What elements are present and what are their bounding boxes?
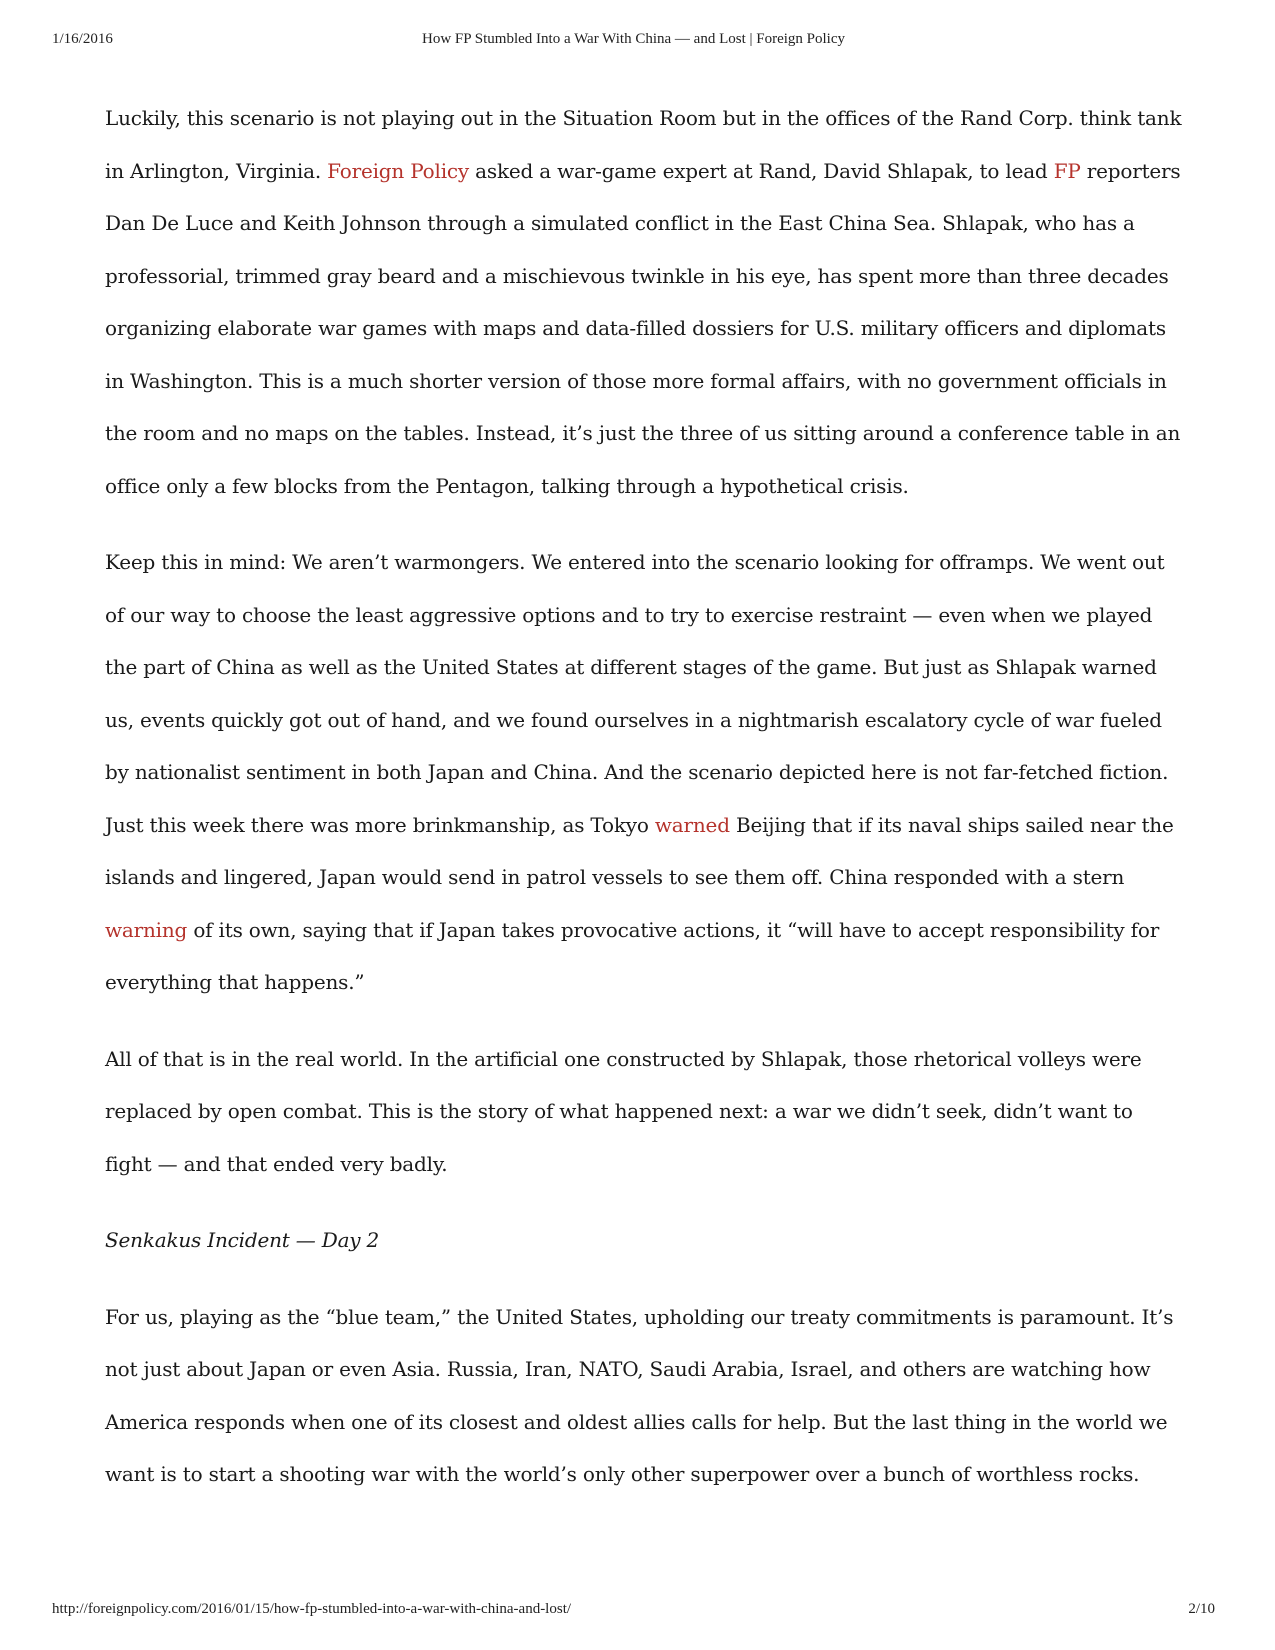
paragraph-1 xyxy=(105,92,1185,512)
fp-link[interactable]: FP xyxy=(1053,158,1081,183)
paragraph-2 xyxy=(105,536,1185,1009)
print-header xyxy=(52,31,1215,51)
paragraph-4: For us, playing as the “blue team,” the United States, upholding our treaty commitments is paramount. It’s not just about Japan or even Asia. Russia, Iran, NATO, Saudi Arabia, Israel, and others are watching how America responds when one of its closest and oldest allies calls for help. But the last thing in the world we want is to start a shooting war with the world’s only other superpower over a bunch of worthless rocks. xyxy=(105,1304,1174,1486)
paragraph-1-text-b: asked a war-game expert at Rand, David Shlapak, to lead xyxy=(469,158,1054,183)
warned-link[interactable]: warned xyxy=(654,812,730,837)
page-url: http://foreignpolicy.com/2016/01/15/how-fp-stumbled-into-a-war-with-china-and-lost/ xyxy=(52,1601,572,1617)
paragraph-1-text-a: Luckily, this scenario is not playing out in the Situation Room but in the offices of the Rand Corp. think tank in Arlington, Virginia. xyxy=(105,106,1182,183)
paragraph-3: All of that is in the real world. In the artificial one constructed by Shlapak, those rhetorical volleys were replaced by open combat. This is the story of what happened next: a war we didn’t seek, didn’t want to fight — and that ended very badly. xyxy=(105,1046,1142,1176)
page-number: 2/10 xyxy=(1188,1601,1215,1617)
print-date: 1/16/2016 xyxy=(52,31,113,47)
print-footer xyxy=(52,1601,1215,1621)
page-title: How FP Stumbled Into a War With China — and Lost | Foreign Policy xyxy=(422,31,845,47)
paragraph-1-text-c: reporters Dan De Luce and Keith Johnson through a simulated conflict in the East China Sea. Shlapak, who has a professorial, trimmed gray beard and a mischievous twinkle in his eye, has spent more than three decades organizing elaborate war games with maps and data-filled dossiers for U.S. military officers and diplomats in Washington. This is a much shorter version of those more formal affairs, with no government officials in the room and no maps on the tables. Instead, it’s just the three of us sitting around a conference table in an office only a few blocks from the Pentagon, talking through a hypothetical crisis. xyxy=(105,158,1181,498)
article-body xyxy=(105,92,1185,1525)
foreign-policy-link[interactable]: Foreign Policy xyxy=(327,158,469,183)
paragraph-2-text-b: Beijing that if its naval ships sailed near the islands and lingered, Japan would send in patrol vessels to see them off. China responded with a stern xyxy=(105,812,1174,889)
paragraph-2-text-a: Keep this in mind: We aren’t warmongers. We entered into the scenario looking for offramps. We went out of our way to choose the least aggressive options and to try to exercise restraint — even when we played the part of China as well as the United States at different stages of the game. But just as Shlapak warned us, events quickly got out of hand, and we found ourselves in a nightmarish escalatory cycle of war fueled by nationalist sentiment in both Japan and China. And the scenario depicted here is not far-fetched fiction. Just this week there was more brinkmanship, as Tokyo xyxy=(105,550,1169,837)
warning-link[interactable]: warning xyxy=(105,917,188,942)
paragraph-2-text-c: of its own, saying that if Japan takes provocative actions, it “will have to accept responsibility for everything that happens.” xyxy=(105,917,1160,994)
section-subhead: Senkakus Incident — Day 2 xyxy=(105,1228,380,1252)
